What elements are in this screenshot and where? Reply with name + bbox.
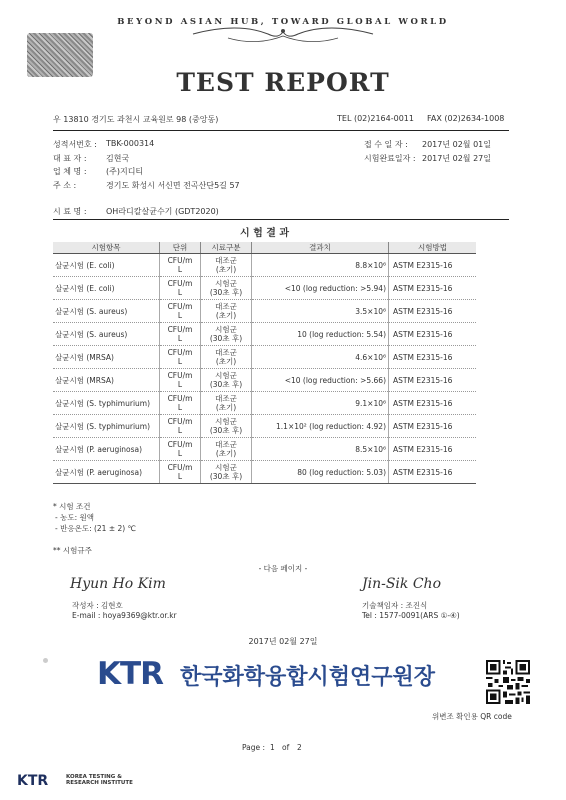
- receipt-date: 2017년 02월 01일: [422, 140, 491, 149]
- cell-unit: [160, 392, 201, 415]
- cell-result: 10 (log reduction: 5.54): [252, 323, 389, 346]
- page-current: 1: [270, 743, 275, 752]
- cell-method: ASTM E2315-16: [389, 415, 477, 438]
- table-row: [53, 254, 476, 277]
- cell-unit: [160, 461, 201, 484]
- col-header-result: 결과치: [252, 242, 389, 254]
- company-name: (주)지디티: [106, 167, 144, 176]
- cell-method: ASTM E2315-16: [389, 438, 477, 461]
- table-row: [53, 323, 476, 346]
- test-standard-note: ** 시험규주: [53, 546, 92, 555]
- cell-sample: [201, 277, 252, 300]
- ornament-swirl-icon: [188, 24, 378, 46]
- table-row: [53, 300, 476, 323]
- unit-line-2: L: [177, 426, 183, 435]
- cell-result: 1.1×10² (log reduction: 4.92): [252, 415, 389, 438]
- cell-unit: [160, 438, 201, 461]
- footer-line-2: RESEARCH INSTITUTE: [66, 780, 133, 786]
- unit-line-1: CFU/m: [167, 325, 193, 334]
- sample-time: (초기): [215, 357, 237, 366]
- footer-org-name: [66, 774, 133, 786]
- col-header-sample: 시료구분: [201, 242, 252, 254]
- cell-sample: [201, 461, 252, 484]
- cell-sample: [201, 369, 252, 392]
- company-label: 업 체 명 :: [53, 167, 87, 176]
- cell-method: ASTM E2315-16: [389, 392, 477, 415]
- ktr-logo: [97, 656, 163, 692]
- test-condition-temperature: - 반응온도: (21 ± 2) ℃: [55, 524, 137, 533]
- qr-code-icon: [486, 660, 530, 704]
- cell-item: 살균시험 (S. typhimurium): [53, 415, 160, 438]
- sample-time: (30초 후): [209, 288, 243, 297]
- sample-time: (30초 후): [209, 472, 243, 481]
- header-divider: [53, 130, 509, 131]
- results-header-row: [53, 242, 476, 254]
- cell-result: 4.6×10⁶: [252, 346, 389, 369]
- results-title: 시 험 결 과: [239, 228, 290, 239]
- cell-result: 8.5×10⁶: [252, 438, 389, 461]
- table-row: [53, 369, 476, 392]
- cell-sample: [201, 254, 252, 277]
- cell-result: <10 (log reduction: >5.94): [252, 277, 389, 300]
- unit-line-1: CFU/m: [167, 394, 193, 403]
- sample-group: 대조군: [215, 394, 237, 403]
- cell-item: 살균시험 (MRSA): [53, 369, 160, 392]
- org-fax: FAX (02)2634-1008: [427, 114, 505, 123]
- test-condition-concentration: - 농도: 원액: [55, 513, 94, 522]
- unit-line-2: L: [177, 449, 183, 458]
- unit-line-1: CFU/m: [167, 302, 193, 311]
- unit-line-2: L: [177, 380, 183, 389]
- cell-method: ASTM E2315-16: [389, 323, 477, 346]
- cell-item: 살균시험 (E. coli): [53, 254, 160, 277]
- cell-item: 살균시험 (E. coli): [53, 277, 160, 300]
- cell-item: 살균시험 (S. aureus): [53, 300, 160, 323]
- unit-line-2: L: [177, 357, 183, 366]
- issue-date: 2017년 02월 27일: [248, 637, 318, 646]
- unit-line-2: L: [177, 334, 183, 343]
- rep-name: 김현국: [106, 154, 130, 163]
- sample-time: (30초 후): [209, 426, 243, 435]
- cell-item: 살균시험 (S. aureus): [53, 323, 160, 346]
- results-table: [53, 242, 476, 484]
- qr-caption: 위변조 확인용 QR code: [432, 712, 512, 721]
- org-tel: TEL (02)2164-0011: [337, 114, 414, 123]
- cell-result: 80 (log reduction: 5.03): [252, 461, 389, 484]
- cell-unit: [160, 415, 201, 438]
- unit-line-1: CFU/m: [167, 256, 193, 265]
- col-header-unit: 단위: [160, 242, 201, 254]
- cell-item: 살균시험 (S. typhimurium): [53, 392, 160, 415]
- table-row: [53, 392, 476, 415]
- cell-result: 8.8×10⁶: [252, 254, 389, 277]
- unit-line-2: L: [177, 472, 183, 481]
- unit-line-2: L: [177, 265, 183, 274]
- unit-line-1: CFU/m: [167, 348, 193, 357]
- sample-time: (30초 후): [209, 334, 243, 343]
- footer-ktr-logo: KTR: [17, 773, 49, 789]
- page-of: of: [282, 743, 290, 752]
- sample-group: 시험군: [215, 417, 237, 426]
- address-label: 주 소 :: [53, 181, 77, 190]
- receipt-date-label: 접 수 일 자 :: [364, 140, 408, 149]
- org-address: 우 13810 경기도 과천시 교육원로 98 (중앙동): [53, 115, 219, 124]
- report-no-label: 성적서번호 :: [53, 140, 97, 149]
- ktr-logo-text: KTR: [97, 656, 164, 692]
- unit-line-1: CFU/m: [167, 371, 193, 380]
- sample-time: (초기): [215, 449, 237, 458]
- writer-label: 작성자 : 김현호: [72, 601, 123, 610]
- unit-line-2: L: [177, 311, 183, 320]
- cell-sample: [201, 415, 252, 438]
- unit-line-1: CFU/m: [167, 440, 193, 449]
- cell-method: ASTM E2315-16: [389, 346, 477, 369]
- report-no: TBK-000314: [106, 139, 155, 148]
- writer-email: E-mail : hoya9369@ktr.or.kr: [72, 611, 177, 620]
- sample-group: 시험군: [215, 463, 237, 472]
- sample-time: (초기): [215, 311, 237, 320]
- unit-line-2: L: [177, 288, 183, 297]
- table-row: [53, 346, 476, 369]
- sample-time: (30초 후): [209, 380, 243, 389]
- sample-group: 시험군: [215, 325, 237, 334]
- cell-unit: [160, 369, 201, 392]
- cell-item: 살균시험 (P. aeruginosa): [53, 461, 160, 484]
- cell-method: ASTM E2315-16: [389, 300, 477, 323]
- cell-unit: [160, 323, 201, 346]
- page-label: Page :: [242, 743, 266, 752]
- report-title: TEST REPORT: [176, 68, 390, 97]
- sample-group: 대조군: [215, 256, 237, 265]
- cell-item: 살균시험 (MRSA): [53, 346, 160, 369]
- sample-group: 시험군: [215, 371, 237, 380]
- org-name: 한국화학융합시험연구원장: [180, 665, 436, 690]
- cell-unit: [160, 277, 201, 300]
- unit-line-1: CFU/m: [167, 463, 193, 472]
- unit-line-1: CFU/m: [167, 279, 193, 288]
- cell-unit: [160, 300, 201, 323]
- unit-line-2: L: [177, 403, 183, 412]
- sample-group: 시험군: [215, 279, 237, 288]
- sample-time: (초기): [215, 265, 237, 274]
- complete-date-label: 시험완료일자 :: [364, 154, 416, 163]
- company-address: 경기도 화성시 서신면 전곡산단5길 57: [106, 181, 240, 190]
- cell-item: 살균시험 (P. aeruginosa): [53, 438, 160, 461]
- sample-name: OH라디칼살균수기 (GDT2020): [106, 207, 219, 216]
- cell-sample: [201, 346, 252, 369]
- writer-signature: Hyun Ho Kim: [70, 576, 166, 592]
- manager-tel: Tel : 1577-0091(ARS ①-④): [362, 611, 460, 620]
- footer-line-1: KOREA TESTING &: [66, 774, 122, 780]
- sample-group: 대조군: [215, 302, 237, 311]
- cell-method: ASTM E2315-16: [389, 254, 477, 277]
- col-header-item: 시험항목: [53, 242, 160, 254]
- sample-group: 대조군: [215, 440, 237, 449]
- table-row: [53, 415, 476, 438]
- cell-sample: [201, 438, 252, 461]
- cell-result: <10 (log reduction: >5.66): [252, 369, 389, 392]
- unit-line-1: CFU/m: [167, 417, 193, 426]
- table-row: [53, 438, 476, 461]
- sample-group: 대조군: [215, 348, 237, 357]
- table-row: [53, 461, 476, 484]
- cell-sample: [201, 392, 252, 415]
- cell-unit: [160, 346, 201, 369]
- complete-date: 2017년 02월 27일: [422, 154, 491, 163]
- cell-result: 9.1×10⁶: [252, 392, 389, 415]
- col-header-method: 시험방법: [389, 242, 477, 254]
- page-total: 2: [297, 743, 302, 752]
- header-tagline: BEYOND ASIAN HUB, TOWARD GLOBAL WORLD: [117, 17, 449, 27]
- sample-label: 시 료 명 :: [53, 207, 87, 216]
- manager-label: 기술책임자 : 조진식: [362, 601, 428, 610]
- table-row: [53, 277, 476, 300]
- next-page-note: - 다음 페이지 -: [258, 564, 308, 573]
- cell-sample: [201, 300, 252, 323]
- cell-result: 3.5×10⁶: [252, 300, 389, 323]
- punch-dot: [43, 658, 48, 663]
- manager-signature: Jin-Sik Cho: [362, 576, 441, 592]
- cell-method: ASTM E2315-16: [389, 277, 477, 300]
- sample-time: (초기): [215, 403, 237, 412]
- cell-unit: [160, 254, 201, 277]
- test-conditions-title: * 시험 조건: [53, 502, 91, 511]
- cell-sample: [201, 323, 252, 346]
- cell-method: ASTM E2315-16: [389, 461, 477, 484]
- rep-label: 대 표 자 :: [53, 154, 87, 163]
- sample-divider: [53, 219, 509, 220]
- cell-method: ASTM E2315-16: [389, 369, 477, 392]
